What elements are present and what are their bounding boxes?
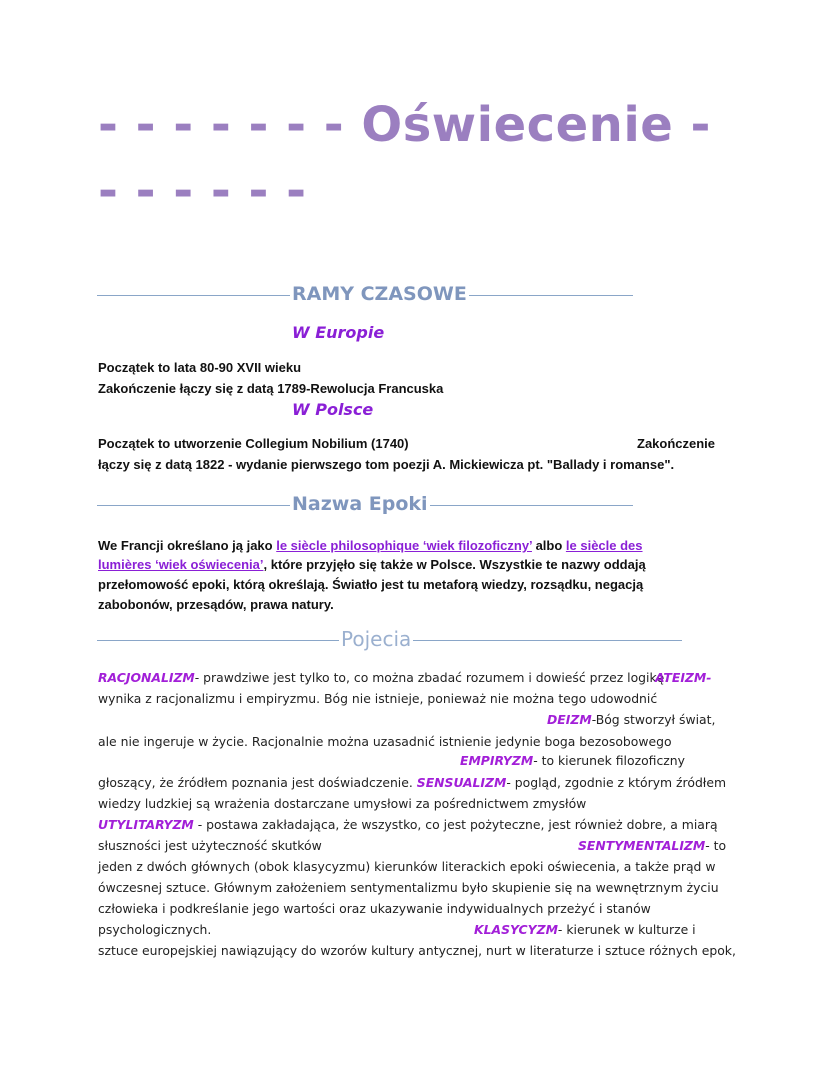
definition-text: - to kierunek filozoficzny <box>533 753 685 768</box>
pojecia-line: jeden z dwóch głównych (obok klasycyzmu) kierunków literackich epoki oświecenia, a także prąd w <box>98 859 716 874</box>
page-title-line1: - - - - - - - Oświecenie - <box>98 97 711 153</box>
nazwa-text: albo <box>531 538 566 553</box>
term-utylitaryzm: UTYLITARYZM <box>98 817 194 832</box>
nazwa-line-3: przełomowość epoki, którą określają. Światło jest tu metaforą wiedzy, rozsądku, negacją <box>98 577 644 592</box>
nazwa-text: , które przyjęło się także w Polsce. Wszystkie te nazwy oddają <box>263 557 646 572</box>
term-deizm: DEIZM <box>547 712 592 727</box>
definition-text: - prawdziwe jest tylko to, co można zbadać rozumem i dowieść przez logikę. <box>194 670 669 685</box>
pojecia-line: psychologicznych. <box>98 922 212 937</box>
definition-text: - pogląd, zgodnie z którym źródłem <box>506 775 727 790</box>
section-title-pojecia: Pojecia <box>341 627 412 651</box>
definition-text: - kierunek w kulturze i <box>557 922 696 937</box>
nazwa-line-4: zabobonów, przesądów, prawa natury. <box>98 597 334 612</box>
subheading-poland: W Polsce <box>292 400 374 419</box>
europe-end-text: Zakończenie łączy się z datą 1789-Rewolucja Francuska <box>98 381 444 396</box>
pojecia-line: sztuce europejskiej nawiązujący do wzorów kultury antycznej, nurt w literaturze i sztuce różnych epok, <box>98 943 736 958</box>
link-wiek-oswiecenia-cont[interactable]: lumières ‘wiek oświecenia’ <box>98 557 264 572</box>
poland-start-text: Początek to utworzenie Collegium Nobilium (1740) <box>98 436 409 451</box>
pojecia-line <box>460 753 685 768</box>
pojecia-line <box>98 670 668 685</box>
definition-text: - to <box>705 838 727 853</box>
pojecia-line <box>578 838 726 853</box>
pojecia-line: wynika z racjonalizmu i empiryzmu. Bóg nie istnieje, ponieważ nie można tego udowodnić <box>98 691 658 706</box>
link-wiek-oswiecenia[interactable]: le siècle des <box>565 538 643 553</box>
link-wiek-filozoficzny[interactable]: le siècle philosophique ‘wiek filozoficzny’ <box>276 538 532 553</box>
section-title-ramy: RAMY CZASOWE <box>292 283 467 305</box>
definition-text: -Bóg stworzył świat, <box>591 712 716 727</box>
pojecia-line: człowieka i podkreślanie jego wartości oraz ukazywanie indywidualnych przeżyć i stanów <box>98 901 651 916</box>
pojecia-line <box>655 670 711 685</box>
poland-end-text: łączy się z datą 1822 - wydanie pierwszego tom poezji A. Mickiewicza pt. "Ballady i romanse". <box>98 457 675 472</box>
pojecia-line: ówczesnej sztuce. Głównym założeniem sentymentalizmu było skupienie się na wewnętrznym życiu <box>98 880 719 895</box>
pojecia-line: ale nie ingeruje w życie. Racjonalnie można uzasadnić istnienie jedynie boga bezosobowego <box>98 734 672 749</box>
term-empiryzm: EMPIRYZM <box>460 753 534 768</box>
pojecia-line: wiedzy ludzkiej są wrażenia dostarczane umysłowi za pośrednictwem zmysłów <box>98 796 587 811</box>
nazwa-line-1 <box>98 538 643 553</box>
pojecia-line <box>474 922 696 937</box>
poland-end-label: Zakończenie <box>637 436 716 451</box>
nazwa-line-2 <box>98 557 646 572</box>
pojecia-line <box>98 775 726 790</box>
term-ateizm: ATEIZM <box>655 670 707 685</box>
page-title <box>98 92 738 224</box>
europe-start-text: Początek to lata 80-90 XVII wieku <box>98 360 302 375</box>
page-title-line2: - - - - - - <box>98 163 307 219</box>
term-sensualizm: SENSUALIZM <box>416 775 507 790</box>
pojecia-line <box>98 817 718 832</box>
term-klasycyzm: KLASYCYZM <box>474 922 558 937</box>
pojecia-line <box>547 712 715 727</box>
definition-text: głoszący, że źródłem poznania jest doświadczenie. <box>98 775 413 790</box>
nazwa-text: We Francji określano ją jako <box>98 538 277 553</box>
term-sentymentalizm: SENTYMENTALIZM <box>578 838 706 853</box>
subheading-europe: W Europie <box>292 323 385 342</box>
pojecia-line: słuszności jest użyteczność skutków <box>98 838 322 853</box>
term-racjonalizm: RACJONALIZM <box>98 670 195 685</box>
section-title-nazwa: Nazwa Epoki <box>292 493 428 515</box>
term-dash: - <box>706 670 712 685</box>
definition-text: - postawa zakładająca, że wszystko, co jest pożyteczne, jest również dobre, a miarą <box>193 817 718 832</box>
